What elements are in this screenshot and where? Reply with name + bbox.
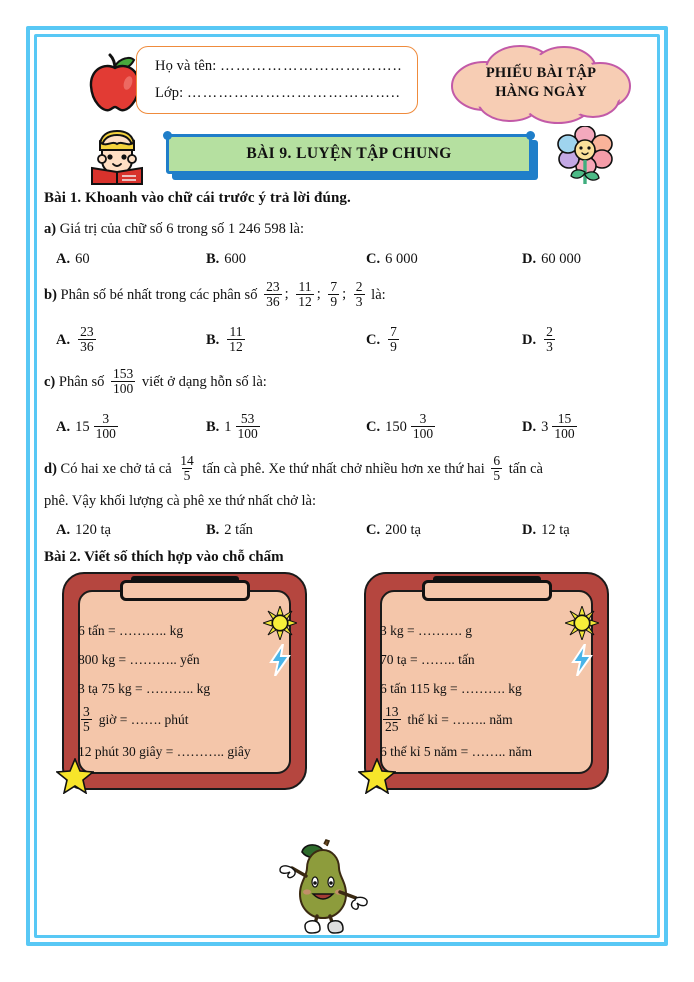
option-label: C. — [366, 522, 381, 539]
option-1a-C[interactable] — [366, 251, 522, 268]
exercise-1-heading: Bài 1. Khoanh vào chữ cái trước ý trả lời đúng. — [44, 190, 351, 206]
option-label: B. — [206, 331, 220, 348]
student-class-line[interactable] — [155, 85, 401, 102]
option-1c-C[interactable] — [366, 410, 522, 442]
option-1d-A[interactable] — [44, 522, 206, 539]
fraction-denominator: 5 — [183, 467, 191, 483]
fraction-denominator: 36 — [266, 293, 280, 309]
option-1b-B[interactable] — [206, 323, 366, 355]
boy-reading-icon — [86, 128, 148, 186]
badge-line-2: HÀNG NGÀY — [495, 84, 587, 100]
mixed-number — [385, 410, 438, 442]
clipboard-right-lines — [380, 616, 580, 766]
question-1c-prompt — [44, 365, 650, 397]
option-label: B. — [206, 250, 220, 267]
option-text: 60 000 — [541, 250, 581, 267]
option-label: A. — [56, 522, 71, 539]
fraction-denominator: 5 — [83, 718, 90, 734]
fraction-numerator: 53 — [240, 410, 255, 426]
badge-line-1: PHIẾU BÀI TẬP — [485, 65, 597, 81]
clipboard-clip-box — [120, 580, 250, 601]
question-1d-options — [44, 522, 650, 539]
lightning-bolt-icon — [571, 644, 593, 676]
flower-icon — [556, 126, 614, 188]
fraction-denominator: 100 — [412, 425, 434, 441]
fraction-numerator: 3 — [102, 410, 110, 426]
fill-blank-text: thế kỉ = …….. năm — [407, 712, 513, 728]
question-1d-text-3: tấn cà — [508, 460, 543, 477]
question-1c-text-pre: Phân số — [58, 373, 105, 390]
fraction-numerator: 2 — [546, 323, 553, 339]
option-text: 600 — [224, 250, 247, 267]
question-1b-text-pre: Phân số bé nhất trong các phân số — [60, 286, 258, 303]
fraction-sep: ; — [284, 286, 289, 303]
fraction-denominator: 9 — [330, 293, 338, 309]
fraction-denominator: 3 — [355, 293, 363, 309]
question-1c-options — [44, 410, 650, 442]
option-fraction — [227, 325, 245, 354]
option-label: C. — [366, 331, 381, 348]
clipboard-right — [364, 572, 609, 790]
fraction-numerator: 3 — [419, 410, 427, 426]
question-1a-text: Giá trị của chữ số 6 trong số 1 246 598 là: — [59, 221, 304, 237]
mixed-fraction — [236, 412, 260, 441]
fraction-7-9 — [328, 280, 339, 309]
option-text: 2 tấn — [224, 522, 253, 539]
option-label: D. — [522, 250, 537, 267]
question-1b-prompt — [44, 278, 650, 310]
option-1a-B[interactable] — [206, 251, 366, 268]
clipboard-clip-box — [422, 580, 552, 601]
fraction-denominator: 5 — [493, 467, 501, 483]
question-1b-marker: b) — [44, 286, 57, 303]
question-1d-text-1: Có hai xe chở tả cả — [60, 460, 172, 477]
option-text: 6 000 — [385, 250, 418, 267]
fraction-numerator: 11 — [229, 323, 243, 339]
sun-icon — [263, 606, 297, 640]
fill-blank-line[interactable]: 6 tấn 115 kg = ………. kg — [380, 680, 522, 696]
fill-blank-line-fraction[interactable] — [380, 703, 580, 737]
lightning-bolt-icon — [269, 644, 291, 676]
fill-blank-line[interactable]: 70 tạ = …….. tấn — [380, 651, 475, 667]
option-text: 120 tạ — [75, 522, 111, 539]
fraction-13-25 — [383, 705, 401, 734]
fraction-numerator: 7 — [330, 278, 338, 294]
student-name-label: Họ và tên: — [155, 58, 217, 74]
fill-blank-line[interactable]: 3 kg = ………. g — [380, 622, 472, 638]
fill-blank-line[interactable]: 6 tấn = ……….. kg — [78, 622, 184, 638]
option-label: C. — [366, 418, 381, 435]
question-1a-marker: a) — [44, 221, 57, 237]
option-fraction — [544, 325, 555, 354]
fraction-denominator: 100 — [95, 425, 116, 441]
option-label: B. — [206, 522, 220, 539]
option-label: D. — [522, 522, 537, 539]
option-label: D. — [522, 331, 537, 348]
option-1d-B[interactable] — [206, 522, 366, 539]
banner-body — [166, 134, 532, 174]
option-label: A. — [56, 331, 71, 348]
mixed-whole: 1 — [224, 418, 232, 435]
mixed-fraction — [94, 412, 118, 441]
fraction-denominator: 12 — [298, 293, 312, 309]
mixed-whole: 150 — [385, 418, 407, 435]
fraction-denominator: 100 — [554, 425, 575, 441]
fraction-numerator: 153 — [113, 365, 134, 381]
option-label: D. — [522, 418, 537, 435]
question-1d-prompt-line2: phê. Vậy khối lượng cà phê xe thứ nhất chở là: — [44, 492, 316, 509]
fraction-153-100 — [111, 367, 135, 396]
fraction-numerator: 23 — [80, 323, 94, 339]
option-1d-D[interactable] — [522, 522, 650, 539]
fill-blank-line[interactable]: 6 thế kỉ 5 năm = …….. năm — [380, 743, 532, 759]
option-label: C. — [366, 250, 381, 267]
banner-title: BÀI 9. LUYỆN TẬP CHUNG — [246, 145, 452, 162]
question-1d-marker: d) — [44, 460, 57, 477]
fill-blank-text: giờ = ……. phút — [98, 712, 189, 728]
fraction-sep: ; — [342, 286, 347, 303]
option-1c-D[interactable] — [522, 410, 650, 442]
student-name-line[interactable] — [155, 58, 403, 75]
option-1c-B[interactable] — [206, 410, 366, 442]
clipboard-clip-bar — [131, 576, 239, 583]
option-label: A. — [56, 418, 71, 435]
fraction-2-3 — [354, 280, 365, 309]
option-1a-A[interactable] — [44, 251, 206, 268]
star-icon — [56, 758, 94, 794]
option-1b-A[interactable] — [44, 323, 206, 355]
option-fraction — [388, 325, 399, 354]
fraction-denominator: 12 — [229, 338, 243, 354]
question-1c-text-post: viết ở dạng hỗn số là: — [141, 373, 267, 390]
clipboard-left — [62, 572, 307, 790]
student-info-box[interactable] — [136, 46, 418, 114]
fraction-denominator: 100 — [113, 380, 134, 396]
fraction-numerator: 3 — [83, 703, 90, 719]
question-1a-options — [44, 251, 650, 268]
badge-text — [448, 64, 634, 102]
fraction-denominator: 100 — [237, 425, 258, 441]
student-class-dots: ………………………………….. — [186, 85, 401, 101]
star-icon — [358, 758, 396, 794]
option-1d-C[interactable] — [366, 522, 522, 539]
question-1d-text-2: tấn cà phê. Xe thứ nhất chở nhiều hơn xe thứ hai — [202, 460, 485, 477]
clipboard-clip-bar — [433, 576, 541, 583]
header-row — [44, 42, 650, 124]
fraction-numerator: 11 — [298, 278, 312, 294]
fraction-6-5 — [491, 454, 502, 483]
fraction-numerator: 6 — [493, 452, 501, 468]
fill-blank-line-fraction[interactable] — [78, 703, 278, 737]
fraction-denominator: 9 — [390, 338, 397, 354]
fraction-numerator: 15 — [557, 410, 572, 426]
option-1b-D[interactable] — [522, 323, 650, 355]
student-class-label: Lớp: — [155, 85, 184, 101]
mixed-whole: 15 — [75, 418, 90, 435]
fraction-numerator: 13 — [385, 703, 399, 719]
option-text: 200 tạ — [385, 522, 421, 539]
question-1b-text-post: là: — [371, 286, 386, 303]
student-name-dots: …………………………….. — [220, 58, 403, 74]
question-1b-options — [44, 323, 650, 355]
fraction-numerator: 7 — [390, 323, 397, 339]
option-label: B. — [206, 418, 220, 435]
question-1a-prompt — [44, 220, 650, 240]
fraction-3-5 — [81, 705, 92, 734]
fraction-numerator: 14 — [180, 452, 194, 468]
option-1c-A[interactable] — [44, 410, 206, 442]
lesson-banner — [166, 134, 538, 180]
mixed-fraction — [552, 412, 576, 441]
fraction-denominator: 3 — [546, 338, 553, 354]
fill-blank-line[interactable]: 800 kg = ……….. yến — [78, 651, 200, 667]
daily-worksheet-badge — [448, 42, 634, 124]
option-text: 12 tạ — [541, 522, 570, 539]
mixed-number — [541, 410, 580, 442]
fraction-14-5 — [178, 454, 196, 483]
fraction-denominator: 36 — [80, 338, 94, 354]
fraction-denominator: 25 — [385, 718, 399, 734]
option-fraction — [78, 325, 96, 354]
option-1b-C[interactable] — [366, 323, 522, 355]
fill-blank-line[interactable]: 12 phút 30 giây = ……….. giây — [78, 743, 251, 759]
banner-knob-left — [163, 131, 172, 140]
fraction-numerator: 23 — [266, 278, 280, 294]
sun-icon — [565, 606, 599, 640]
mixed-whole: 3 — [541, 418, 549, 435]
fill-blank-line[interactable]: 3 tạ 75 kg = ……….. kg — [78, 680, 211, 696]
exercise-2-heading: Bài 2. Viết số thích hợp vào chỗ chấm — [44, 549, 284, 566]
mixed-number — [75, 410, 121, 442]
question-1c-marker: c) — [44, 373, 56, 390]
fraction-11-12 — [296, 280, 314, 309]
title-row — [44, 126, 650, 188]
fraction-numerator: 2 — [355, 278, 363, 294]
mixed-number — [224, 410, 263, 442]
option-1a-D[interactable] — [522, 251, 650, 268]
mixed-fraction — [411, 412, 435, 441]
exercise-2-boards — [44, 572, 650, 796]
fraction-sep: ; — [316, 286, 321, 303]
page-content — [44, 42, 650, 930]
clipboard-left-lines — [78, 616, 278, 766]
option-text: 60 — [75, 250, 90, 267]
pear-mascot-icon — [276, 838, 370, 934]
fraction-23-36 — [264, 280, 282, 309]
question-1d-prompt — [44, 452, 650, 484]
option-label: A. — [56, 250, 71, 267]
banner-knob-right — [526, 131, 535, 140]
